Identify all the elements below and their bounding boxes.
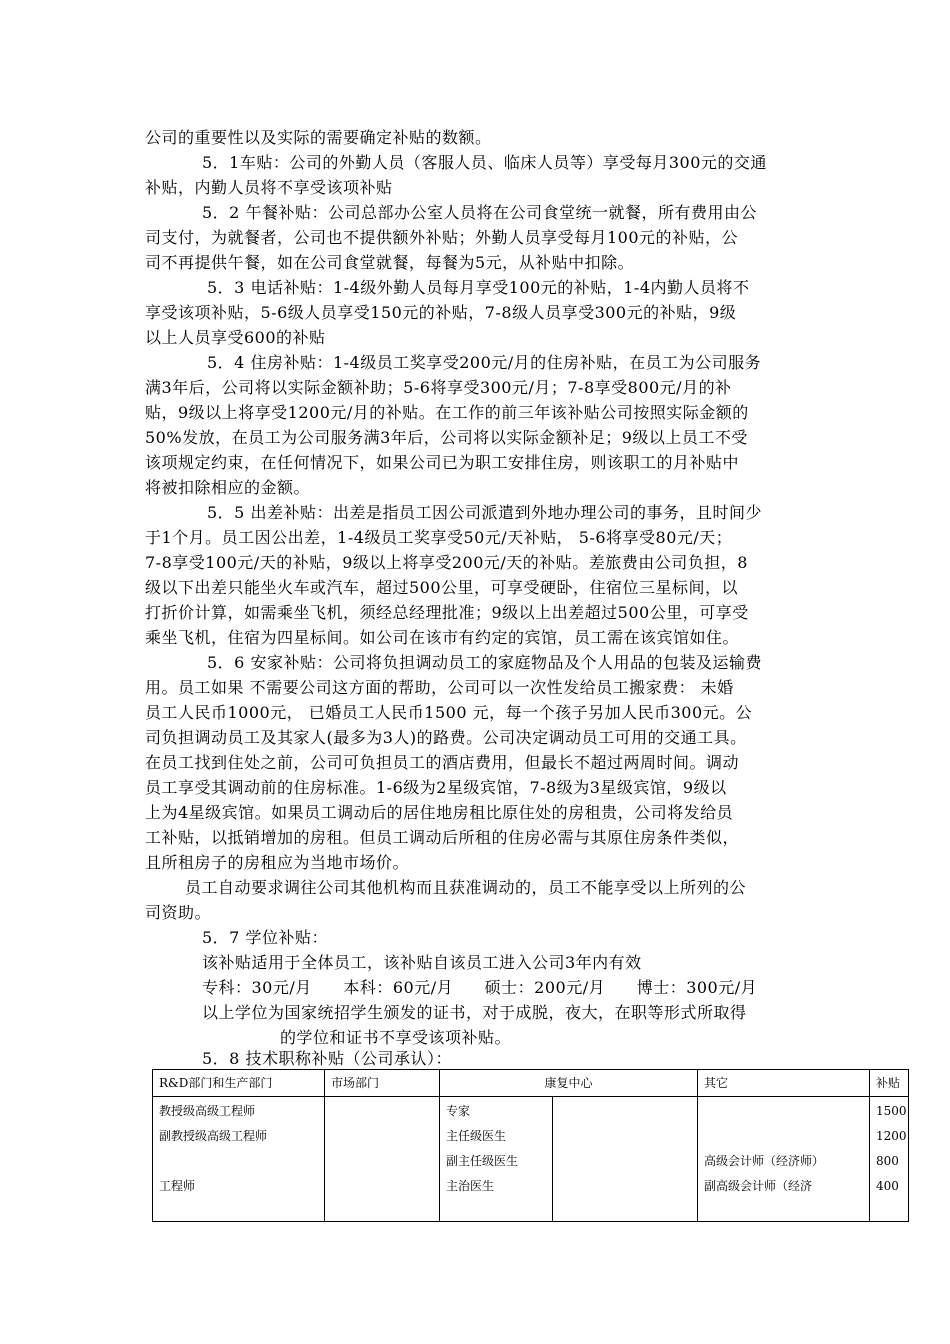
table-cell: 主治医生 xyxy=(446,1179,495,1193)
table-cell xyxy=(704,1124,863,1149)
text-line: 贴，9级以上将享受1200元/月的补贴。在工作的前三年该补贴公司按照实际金额的 xyxy=(145,403,749,422)
table-cell: 高级会计师（经济师） xyxy=(704,1154,825,1168)
rehab-secondary-column xyxy=(553,1097,698,1222)
table-cell: 主任级医生 xyxy=(446,1129,507,1143)
table-cell: 800 xyxy=(876,1154,899,1168)
table-cell xyxy=(331,1099,433,1124)
text-line: 员工享受其调动前的住房标准。1-6级为2星级宾馆，7-8级为3星级宾馆，9级以 xyxy=(145,778,727,797)
table-cell xyxy=(559,1149,691,1174)
other-column xyxy=(698,1097,870,1222)
table-cell xyxy=(559,1124,691,1149)
text-line: 司资助。 xyxy=(145,903,212,922)
rehab-column xyxy=(440,1097,553,1222)
section-5-5-heading-line: 5．5 出差补贴：出差是指员工因公司派遣到外地办理公司的事务，且时间少 xyxy=(207,503,762,522)
header-other: 其它 xyxy=(698,1070,870,1097)
text-line: 的学位和证书不享受该项补贴。 xyxy=(280,1028,512,1047)
text-line: 员工人民币1000元， 已婚员工人民币1500 元，每一个孩子另加人民币300元。公 xyxy=(145,703,753,722)
table-cell: 1200 xyxy=(876,1129,907,1143)
text-line: 补贴，内勤人员将不享受该项补贴 xyxy=(145,178,393,197)
market-column xyxy=(325,1097,440,1222)
rd-column xyxy=(153,1097,325,1222)
table-cell: 副高级会计师（经济 xyxy=(704,1179,813,1193)
title-subsidy-table xyxy=(152,1069,909,1222)
table-cell xyxy=(159,1149,318,1174)
text-line: 工补贴，以抵销增加的房租。但员工调动后所租的住房必需与其原住房条件类似， xyxy=(145,828,740,847)
text-line: 于1个月。员工因公出差，1-4级员工奖享受50元/天补贴， 5-6将享受80元/天； xyxy=(145,528,733,547)
table-cell xyxy=(331,1124,433,1149)
section-5-1-heading-line: 5．1车贴：公司的外勤人员（客服人员、临床人员等）享受每月300元的交通 xyxy=(202,153,767,172)
text-line: 司不再提供午餐，如在公司食堂就餐，每餐为5元，从补贴中扣除。 xyxy=(145,253,635,272)
table-cell: 400 xyxy=(876,1179,899,1193)
text-line: 上为4星级宾馆。如果员工调动后的居住地房租比原住处的房租贵，公司将发给员 xyxy=(145,803,734,822)
header-subsidy: 补贴 xyxy=(870,1070,909,1097)
table-cell xyxy=(331,1174,433,1199)
text-line: 乘坐飞机，住宿为四星标间。如公司在该市有约定的宾馆，员工需在该宾馆如住。 xyxy=(145,628,740,647)
text-line: 且所租房子的房租应为当地市场价。 xyxy=(145,853,410,872)
table-cell xyxy=(559,1099,691,1124)
table-cell: 副教授级高级工程师 xyxy=(159,1129,268,1143)
header-market: 市场部门 xyxy=(325,1070,440,1097)
table-cell xyxy=(704,1099,863,1124)
text-line: 该补贴适用于全体员工，该补贴自该员工进入公司3年内有效 xyxy=(202,953,642,972)
table-cell: 专家 xyxy=(446,1104,471,1118)
text-line: 享受该项补贴，5-6级人员享受150元的补贴，7-8级人员享受300元的补贴，9级 xyxy=(145,303,737,322)
header-rehab: 康复中心 xyxy=(440,1070,698,1097)
table-header-row xyxy=(153,1070,909,1097)
text-line: 司支付，为就餐者，公司也不提供额外补贴；外勤人员享受每月100元的补贴，公 xyxy=(145,228,739,247)
text-line: 将被扣除相应的金额。 xyxy=(145,478,311,497)
table-cell: 教授级高级工程师 xyxy=(159,1104,256,1118)
section-5-2-heading-line: 5．2 午餐补贴：公司总部办公室人员将在公司食堂统一就餐，所有费用由公 xyxy=(202,203,757,222)
table-cell: 1500 xyxy=(876,1104,907,1118)
text-line: 满3年后，公司将以实际金额补助；5-6将享受300元/月；7-8享受800元/月的补 xyxy=(145,378,732,397)
table-cell: 副主任级医生 xyxy=(446,1154,519,1168)
section-5-3-heading-line: 5．3 电话补贴：1-4级外勤人员每月享受100元的补贴，1-4内勤人员将不 xyxy=(207,278,750,297)
text-line: 公司的重要性以及实际的需要确定补贴的数额。 xyxy=(145,128,492,147)
table-cell xyxy=(559,1174,691,1199)
text-line: 以上人员享受600的补贴 xyxy=(145,328,326,347)
table-row xyxy=(153,1097,909,1222)
text-line: 级以下出差只能坐火车或汽车，超过500公里，可享受硬卧，住宿位三星标间，以 xyxy=(145,578,739,597)
text-line: 7-8享受100元/天的补贴，9级以上将享受200元/天的补贴。差旅费由公司负担，8 xyxy=(145,553,748,572)
text-line: 司负担调动员工及其家人(最多为3人)的路费。公司决定调动员工可用的交通工具。 xyxy=(145,728,747,747)
table-cell xyxy=(331,1149,433,1174)
header-rd: R&D部门和生产部门 xyxy=(153,1070,325,1097)
section-5-4-heading-line: 5．4 住房补贴：1-4级员工奖享受200元/月的住房补贴，在员工为公司服务 xyxy=(207,353,762,372)
degree-subsidy-line: 专科：30元/月 本科：60元/月 硕士：200元/月 博士：300元/月 xyxy=(202,978,758,997)
text-line: 50%发放，在员工为公司服务满3年后，公司将以实际金额补足；9级以上员工不受 xyxy=(145,428,748,447)
text-line: 以上学位为国家统招学生颁发的证书，对于成脱，夜大，在职等形式所取得 xyxy=(202,1003,747,1022)
text-line: 用。员工如果 不需要公司这方面的帮助，公司可以一次性发给员工搬家费： 未婚 xyxy=(145,678,734,697)
table-cell: 工程师 xyxy=(159,1179,196,1193)
text-line: 该项规定约束，在任何情况下，如果公司已为职工安排住房，则该职工的月补贴中 xyxy=(145,453,740,472)
text-line: 在员工找到住处之前，公司可负担员工的酒店费用，但最长不超过两周时间。调动 xyxy=(145,753,740,772)
text-line: 打折价计算，如需乘坐飞机，须经总经理批准；9级以上出差超过500公里，可享受 xyxy=(145,603,749,622)
section-5-7-heading: 5．7 学位补贴： xyxy=(202,928,328,947)
subsidy-column xyxy=(870,1097,909,1222)
section-5-8-heading: 5．8 技术职称补贴（公司承认）： xyxy=(202,1049,452,1068)
text-line: 员工自动要求调往公司其他机构而且获准调动的，员工不能享受以上所列的公 xyxy=(185,878,747,897)
section-5-6-heading-line: 5．6 安家补贴：公司将负担调动员工的家庭物品及个人用品的包装及运输费 xyxy=(207,653,762,672)
